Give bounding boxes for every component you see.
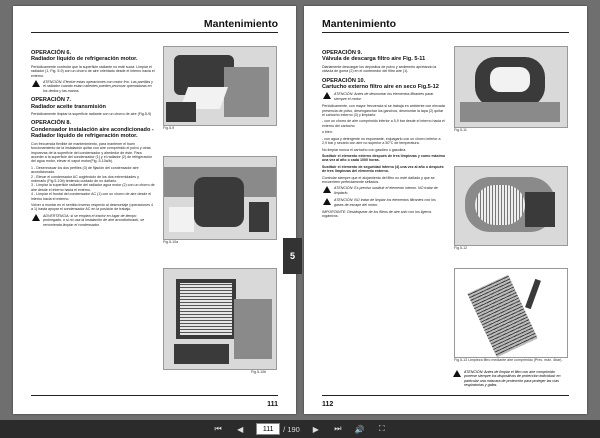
- op8-text: Con frecuencia flexible de mantenimiento, para mantener el buen funcionamiento de la instalación quitar con aire comprimido el polvo y otras impurezas de la superficie del condensador y alrededor de éste. Para acceder a la superficie del condensador (1) y el radiador (2) de refrigeración del agua motor, elevar el capot motor(Fig. 5-10a/b).: [31, 141, 153, 164]
- figure-5-13: [454, 268, 568, 358]
- op6-text: Periódicamente controlar que la superficie radiante no esté sucia. Limpiar el radiador (1, Fig. 5-9) con un chorro de aire orientado desde el interno hacia el externo.: [31, 64, 155, 78]
- op10-text-5: Controlar siempre que el alojamiento del filtro no esté dañado y que se encuentren perfectamente sellados.: [322, 175, 435, 184]
- figure-5-11: [454, 46, 568, 128]
- op10-text-4: Sustituir el elemento de seguridad interno (4) una vez al año o después de tres limpiezas del elemento externo.: [322, 164, 444, 174]
- warning-icon: [453, 370, 461, 377]
- op8-advertencia: ADVERTENCIA: si se emplea el tractor en lugar de tiempo prolongado, o si no usa la instalación de aire acondicionado, se recomienda limpiar el condensador.: [43, 214, 155, 227]
- figure-5-10b-label: Fig.5-10b: [251, 370, 267, 374]
- page-number-input[interactable]: [256, 423, 280, 435]
- page-indicator: [256, 423, 300, 435]
- op10-warning-4: ATENCIÓN: Antes de limpiar el filtro con aire comprimido ponerse siempre los dispositivos de protección individual: en particular una máscara de protección para proteger las vías respiratorias y gafas.: [464, 370, 568, 388]
- warning-icon: [32, 80, 40, 87]
- op7-text: Periódicamente limpiar la superficie radiante con un chorro de aire (Fig.5-9): [31, 112, 152, 117]
- op8-title: OPERACIÓN 8. Condensador instalación aire acondicionado - Radiador líquido de refrigeración motor.: [31, 120, 154, 140]
- op10-text-3: Sustituir el elemento externo después de tres limpiezas y como máximo una vez al año o cada 1000 horas.: [322, 153, 446, 163]
- page-number: 112: [322, 401, 334, 408]
- fullscreen-icon: ⛶: [379, 424, 385, 433]
- left-text-column: [31, 46, 155, 230]
- op6-warning: ATENCIÓN: Efectúe estas operaciones con motor frío. Las parrillas y el radiador cuando están calientes pueden provocar quemaduras en los dedos y las manos.: [43, 80, 155, 93]
- right-text-column: [322, 46, 446, 221]
- first-page-button[interactable]: [212, 423, 224, 435]
- last-page-button[interactable]: [332, 423, 344, 435]
- figure-5-9: [163, 46, 277, 126]
- warning-icon: [323, 186, 331, 193]
- page-112: [304, 6, 587, 414]
- op10-bullet-3: - con agua y detergente no espumante, enjuagarlo con un chorro inferior a 2,9 bar y secarlo con aire no superior a 50°C de temperatura.: [322, 136, 441, 146]
- op8-steps: 1 - Desenroscar los dos perfiles (3) de fijación del condensador aire acondicionado. 2 - Elevar el condensador AC cogiéndolo de los dos extremidades y ordenarlo (Fig.5-10b) teniendo cuidado de no dañarlo. 3 - Limpiar la superficie radiante del radiador agua motor (2) con un chorro de aire desde el interno hacia el externo. 4 - Limpiar el frontal del condensador AC (1) con un chorro de aire desde el interno hacia el externo.: [31, 165, 155, 201]
- footer-rule: [322, 395, 569, 396]
- op10-important: IMPORTANTE: Desbloquear de los filtros de aire sólo con los ligeros orgánicos.: [322, 209, 432, 219]
- figure-5-13-label: Fig.5-13 Limpieza filtro mediante aire comprimido (Prec. máx. 4bar).: [454, 358, 563, 362]
- warning-icon: [32, 214, 40, 221]
- page-header: Mantenimiento: [322, 18, 397, 30]
- figure-5-10a: [163, 156, 277, 240]
- prev-page-icon: ◀: [237, 424, 244, 434]
- header-rule: [322, 32, 569, 33]
- next-page-icon: ▶: [312, 424, 319, 434]
- op10-warning-3: ATENCIÓN: NO tratar de limpiar los elementos filtrantes con los gases de escape del motor.: [334, 198, 446, 207]
- header-rule: [31, 32, 278, 33]
- viewer-toolbar: [0, 420, 600, 438]
- op10-warning: ATENCIÓN: Antes de desmontar los elementos filtrantes parar siempre el motor.: [334, 92, 446, 101]
- last-page-icon: ⏭: [334, 424, 342, 433]
- figure-5-12-label: Fig.5-12: [454, 246, 468, 250]
- op8-note: Volver a montar en el sentido inverso respecto al desmontaje (operaciones 4 a 1) hasta apoyar el condensador AC en la posición de trabajo.: [31, 202, 154, 212]
- op9-title: OPERACIÓN 9. Válvula de descarga filtro aire Fig. 5-11: [322, 50, 426, 63]
- figure-5-10b: [163, 268, 277, 370]
- prev-page-button[interactable]: [234, 423, 246, 435]
- op10-bullet-2: o bien:: [322, 130, 333, 135]
- fullscreen-button[interactable]: [376, 423, 388, 435]
- figure-5-12: [454, 166, 568, 246]
- op7-title: OPERACIÓN 7. Radiador aceite transmisión: [31, 97, 106, 110]
- op10-text: Periódicamente, con mayor frecuencia si se trabaja en ambiente con elevada presencia de polvo, desenganchar los ganchos, desmontar la tapa (2) quitar el cartucho externo (3) y limpiarlo:: [322, 104, 445, 118]
- first-page-icon: ⏮: [214, 424, 222, 433]
- total-pages: / 190: [283, 424, 300, 434]
- figure-5-11-label: Fig.5-11: [454, 128, 467, 132]
- op9-text: Diariamente descargar los depósitos de polvo y sedimento apretando la válvula de goma (2) en el contenedor del filtro aire (1).: [322, 64, 437, 74]
- section-tab: 5: [283, 238, 302, 274]
- page-111: [13, 6, 296, 414]
- op10-title: OPERACIÓN 10. Cartucho externo filtro aire en seco Fig.5-12: [322, 77, 439, 91]
- figure-5-10a-label: Fig.5-10a: [163, 240, 179, 244]
- op10-bullet-1: - con un chorro de aire comprimido inferior a 5,9 bar desde el interno hacia el externo del cartucho: [322, 119, 445, 128]
- op6-title: OPERACIÓN 6. Radiador líquido de refrigeración motor.: [31, 50, 138, 63]
- figure-5-9-label: Fig.5-9: [163, 126, 175, 130]
- volume-button[interactable]: [354, 423, 366, 435]
- op10-warning-2: ATENCIÓN: Es preciso sustituir el elemento interno. NO tratar de limpiarlo.: [334, 186, 446, 195]
- op10-text-2: No limpiar nunca el cartucho con gasóleo o gasolina.: [322, 147, 407, 152]
- page-header: Mantenimiento: [203, 18, 278, 30]
- warning-icon: [323, 92, 331, 99]
- footer-rule: [31, 395, 278, 396]
- page-number: 111: [267, 401, 278, 408]
- next-page-button[interactable]: [310, 423, 322, 435]
- volume-icon: 🔊: [354, 424, 365, 434]
- warning-icon: [323, 198, 331, 205]
